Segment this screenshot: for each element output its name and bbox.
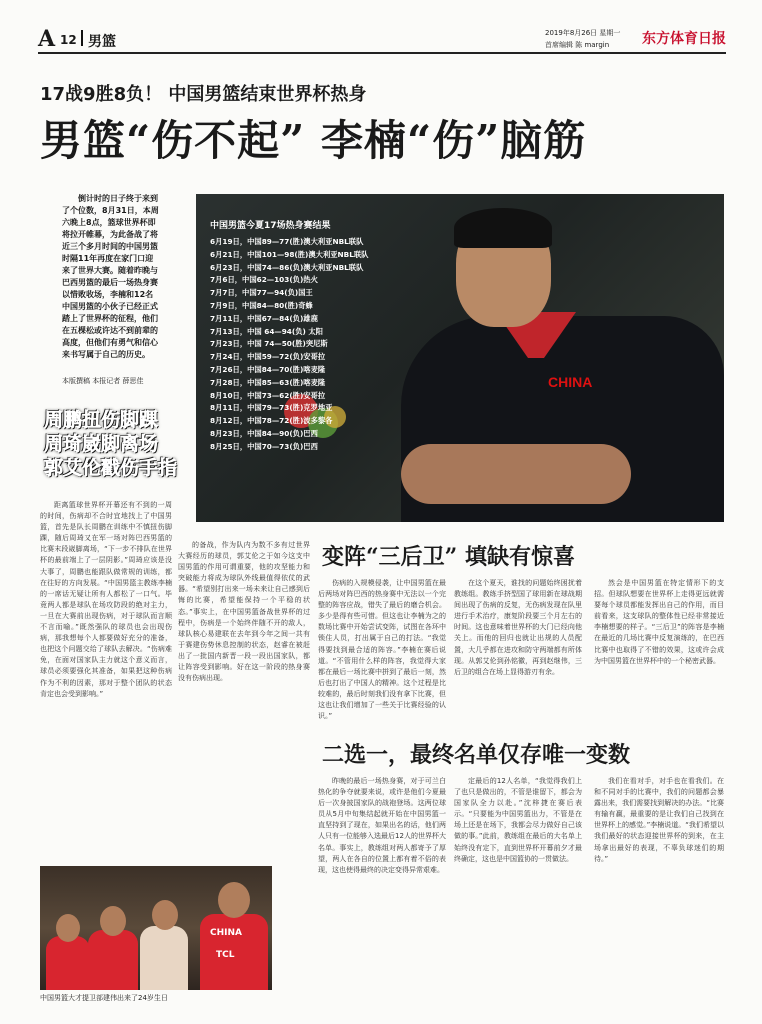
player-jersey (88, 930, 138, 990)
header-divider (81, 30, 83, 46)
results-item: 6月19日，中国89—77(胜)澳大利亚NBL联队 (210, 237, 364, 246)
article-text: 定最后的12人名单，“我觉得我们上了也只是做出的，不管是谁留下，都会为国家队全力以赴。”沈梓捷在赛后表示。“只要能为中国男篮出力，不管是在场上还是在场下，我都会尽力做好自己该做的事。”此前，教练组在最后的大名单上始终没有定下，直到世界杯开幕前夕才最终确定，这也是中国篮协的一贯做法。 (454, 777, 582, 863)
byline: 本版撰稿 本报记者 薛思佳 (62, 377, 144, 385)
article-text: 昨晚的最后一场热身赛，对于可兰白热化的争夺就要来说，或许是他们今夏最后一次身披国家队的战袍登场。这两位球员从5月中旬集结起就开始在中国男篮一直坚持到了现在，如果出名的话，他们两人只有一位能够入选最后12人的世界杯大名单。事实上，教练组对两人都寄予了厚望，两人在各自的位置上都有着不俗的表现，这也使得最终的决定变得异常艰难。 (318, 777, 446, 874)
coach-hair (454, 208, 552, 248)
article-text: 的备战，作为队内为数不多有过世界大赛经历的球员，郭艾伦之于如今这支中国男篮的作用可谓重要，他的攻坚能力和突破能力将成为球队外线最值得依仗的武器。“希望别打出来一场未来让自己感到后悔的比赛，希望能保持一个平稳的状态。”事实上，在中国男篮备战世界杯的过程中，伤病是一个始终伴随不开的敌人，球队核心易建联在去年到今年之间一共有于赛建伤势休息控制的状态，赵睿在被赶出了一批国内新晋一段一段出国家队，都让阵容受到影响。好在这一阶段的热身赛没有伤病出现。 (178, 541, 310, 683)
injury-line: 周琦崴脚离场 (44, 433, 159, 455)
results-item: 7月28日，中国85—63(胜)喀麦隆 (210, 377, 326, 387)
photo-caption: 中国男篮大才提卫部建伟出来了24岁生日 (40, 994, 168, 1002)
main-headline: 男篮“伤不起” 李楠“伤”脑筋 (40, 116, 587, 165)
results-item: 7月9日，中国84—80(胜)奇蜂 (210, 300, 313, 310)
results-item: 7月6日，中国62—103(负)热火 (210, 275, 318, 285)
results-item: 8月25日，中国70—73(负)巴西 (210, 441, 318, 451)
article-column (318, 776, 446, 1002)
section-heading: 二选一，最终名单仅存唯一变数 (322, 742, 631, 768)
article-column (594, 776, 724, 1002)
page-letter: A (38, 26, 56, 52)
article-text: 伤病的入规模侵袭，让中国男篮在最后两场对阵巴西的热身赛中无法以一个完整的阵容应战，错失了最后的磨合机会。多少是得有些可惜。但这也让李楠为之的数场比赛中开始尝试变阵，试图在各环中锁住人员，打出属于自己的打法。“我觉得要找到最合适的阵容。”李楠在赛后说道。“不管用什么样的阵容，我觉得大家都在最后一场比赛中拼到了最后一刻，然后也打出了中国人的精神。这个过程是比较难的，最后时刻我们没有拿下比赛，但这也让我们增加了一些关于比赛经验的认识。” (318, 579, 446, 721)
issue-date: 2019年8月26日 星期一 (545, 29, 621, 37)
article-column (178, 540, 310, 856)
results-item: 8月23日，中国84—90(负)巴西 (210, 428, 318, 438)
article-column (454, 776, 582, 1002)
results-item: 6月21日，中国101—98(胜)澳大利亚NBL联队 (210, 249, 369, 259)
injury-line: 郭艾伦戳伤手指 (44, 457, 178, 479)
team-celebration-photo (40, 866, 272, 990)
kicker-headline: 17战9胜8负！ 中国男篮结束世界杯热身 (40, 84, 367, 105)
results-item: 7月23日，中国 74—50(胜)突尼斯 (210, 339, 328, 349)
player-face (100, 906, 126, 936)
editor-credit: 首席编辑 陈 margin (545, 41, 610, 49)
article-column (40, 500, 172, 856)
article-column (318, 578, 446, 728)
results-item: 7月7日，中国77—94(负)国王 (210, 288, 313, 298)
article-text: 然会是中国男篮在特定情形下的支招。但球队想要在世界杯上走得更远就需要每个球员都能发挥出自己的作用，而目前看来，这支球队的整体性已经非常接近李楠想要的样子。“三后卫”的阵容是李楠在最近的几场比赛中反复演练的，在巴西比赛中也取得了不错的效果，这或许会成为中国男篮在世界杯中的一个秘密武器。 (594, 579, 724, 665)
results-item: 7月13日，中国 64—94(负) 太阳 (210, 326, 323, 336)
player-face (218, 882, 250, 918)
newspaper-logo: 东方体育日报 (642, 31, 726, 47)
article-text: 我们在看对手，对手也在看我们。在和不同对手的比赛中，我们的问题都会暴露出来，我们需要找到解决的办法。“比赛有输有赢，最重要的是让我们自己找到在世界杯上的感觉。”李楠说道。“我们希望以我们最好的状态迎接世界杯的到来，在主场拿出最好的表现，不辜负球迷们的期待。” (594, 777, 724, 863)
results-title: 中国男篮今夏17场热身赛结果 (210, 221, 331, 231)
results-list (210, 236, 368, 454)
article-column (454, 578, 582, 728)
section-heading: 变阵“三后卫” 填缺有惊喜 (322, 544, 575, 570)
injury-line: 周鹏扭伤脚踝 (44, 409, 159, 431)
results-item: 7月11日，中国67—84(负)雄鹿 (210, 313, 318, 323)
article-column (594, 578, 724, 728)
coach-arms (401, 444, 631, 504)
results-item: 8月11日，中国79—73(胜)克罗地亚 (210, 403, 333, 413)
lead-paragraph: 倒计时的日子终于来到了个位数，8月31日，本周六晚上8点，篮球世界杯即将拉开帷幕，为此备战了将近三个多月时间的中国男篮时隔11年再度在家门口迎来了世界大赛。随着昨晚与巴西男篮的最后一场热身赛以惜败收场，李楠和12名中国男篮的小伙子已经正式踏上了世界杯的征程，他们在五棵松或许达不到前辈的高度，但他们有勇气和信心来书写属于自己的历史。 (62, 194, 159, 359)
header-rule (38, 52, 726, 54)
results-item: 6月23日，中国74—86(负)澳大利亚NBL联队 (210, 262, 364, 272)
section-name: 男篮 (88, 34, 116, 50)
results-item: 7月24日，中国59—72(负)安哥拉 (210, 352, 326, 362)
article-text: 距离篮球世界杯开幕还有不到的一周的时间，伤病却不合时宜地找上了中国男篮，首先是队长周鹏在训练中不慎扭伤脚踝，随后周琦又在军一场对阵巴西男篮的比赛末段崴脚离场，“下一步不排队在世界杯的最前端上了一层阴影。”周琦应该是没大事了，周鹏也能跟队做常规的训练，都在往好的方向发展。“中国男篮主教练李楠的一席话无疑让所有人都松了一口气。毕竟两人都是球队在场攻防段的绝对主力，一旦在大赛前出现伤病，对于球队而言顺不言而喻。”既然强队的球员也会出现伤病，那我想每个人都要做好充分的准备，也把这个问题交给了球队去解决。“伤病难免，在面对国家队主力就这个意义而言，球员必须要强化其准备，如果把这种伤病作为不利的因素，那对于整个团队的状态肯定也会受到影响。” (40, 501, 172, 698)
jersey-sponsor: TCL (216, 950, 235, 960)
results-item: 7月26日，中国84—70(胜)喀麦隆 (210, 364, 326, 374)
page-number: 12 (60, 33, 77, 47)
results-item: 8月10日，中国73—62(胜)安哥拉 (210, 390, 326, 400)
player-jersey (46, 936, 90, 990)
injury-subheads (44, 408, 177, 480)
player-shirt (140, 926, 188, 990)
results-item: 8月12日，中国78—72(胜)波多黎各 (210, 416, 333, 426)
player-face (56, 914, 80, 942)
player-face (152, 900, 178, 930)
article-text: 在这个夏天，谁找的问题始终困扰着教练组。教练手挤型国了球用新在球战期间出现了伤病的反复，无伤病发现在队里进行手术治疗，康复阶段要三个月左右的时间。这也意味着世界杯的大门已经向他关上。而他的回归也就让出规的人员配置，大几乎都在进攻和防守两端都有所体现。从郭艾伦到孙铭徽，再到赵继伟，三后卫的组合在场上显得游刃有余。 (454, 579, 582, 676)
shirt-logo: CHINA (548, 374, 593, 390)
jersey-text: CHINA (210, 928, 242, 938)
